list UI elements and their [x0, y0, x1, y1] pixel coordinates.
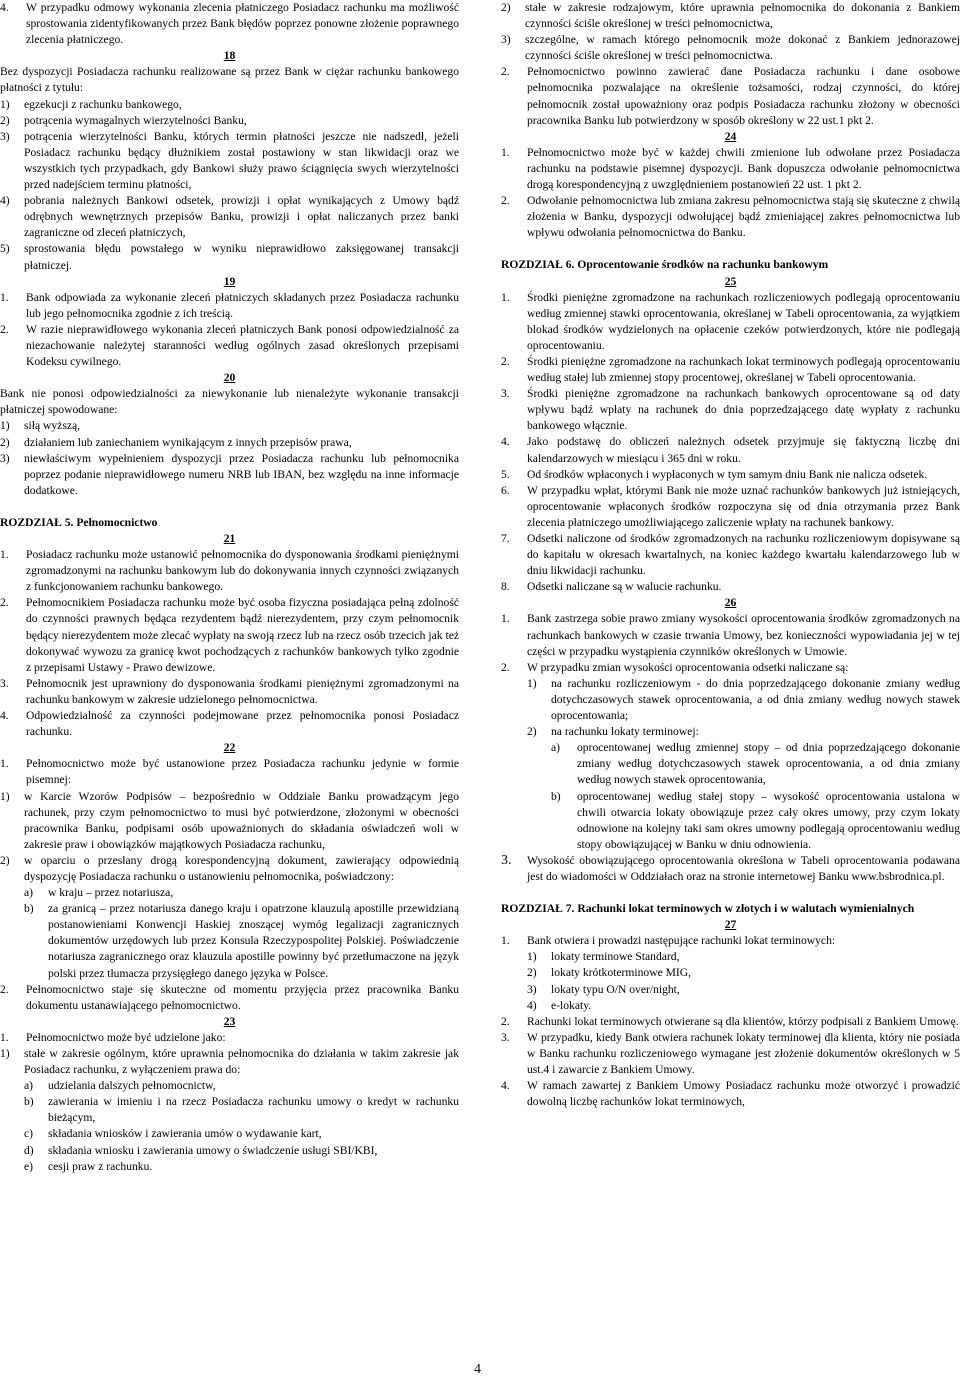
list-marker: 5)	[0, 242, 10, 256]
list-item	[0, 885, 459, 901]
list-marker: a)	[24, 886, 34, 900]
list-item	[0, 1143, 459, 1159]
list-item	[501, 483, 960, 531]
list-marker: 3.	[501, 1030, 510, 1044]
list-text: W ramach zawartej z Bankiem Umowy Posiadacz rachunku może otworzyć i prowadzić dowolną liczbę rachunków lokat terminowych,	[527, 1079, 960, 1109]
list-marker: 1.	[501, 612, 510, 626]
list-text: zawierania w imieniu i na rzecz Posiadacza rachunku umowy o kredyt w rachunku bieżącym,	[48, 1095, 459, 1125]
list-item	[501, 949, 960, 965]
list-marker: 1)	[0, 97, 10, 111]
list-marker: 2.	[501, 65, 510, 79]
list-text: składania wniosków i zawierania umów o wydawanie kart,	[48, 1127, 322, 1141]
list-text: siłą wyższą,	[24, 419, 81, 433]
list-text: na rachunku lokaty terminowej:	[551, 725, 699, 739]
list-item	[501, 579, 960, 595]
list-text: w Karcie Wzorów Podpisów – bezpośrednio w Oddziale Banku prowadzącym jego rachunek, przy czym pełnomocnictwo to musi być potwierdzone, złożonymi w obecności pracownika Banku, podpisami osób upoważnionych do składania oświadczeń woli w zakresie praw i obowiązków majątkowych Posiadacza rachunku,	[24, 789, 459, 851]
list-marker: 1.	[0, 548, 9, 562]
list-marker: 1.	[501, 290, 510, 304]
list-text: Pełnomocnictwo powinno zawierać dane Posiadacza rachunku i dane osobowe pełnomocnika pozwalające na określenie tożsamości, rodzaj czynności, do której pełnomocnik został upoważniony oraz podpis Posiadacza rachunku złożony w obecności pracownika Banku lub potwierdzony w sposób określony w 22 ust.1 pkt 2.	[527, 65, 960, 127]
list-text: w kraju – przez notariusza,	[48, 886, 174, 900]
list-marker: 4.	[501, 435, 510, 449]
section-number: 23	[223, 1014, 236, 1028]
right-column	[501, 0, 960, 1110]
list-text: stałe w zakresie rodzajowym, które uprawnia pełnomocnika do dokonania z Bankiem czynności ściśle określonej w treści pełnomocnictwa,	[525, 1, 960, 31]
list-marker: 1.	[501, 145, 510, 159]
section-number: 21	[223, 532, 236, 545]
list-text: W przypadku odmowy wykonania zlecenia płatniczego Posiadacz rachunku ma możliwość sprostowania zidentyfikowanych przez Bank błędów poprzez ponowne złożenie poprawnego zlecenia płatniczego.	[26, 1, 459, 47]
list-text: lokaty typu O/N over/night,	[551, 982, 680, 996]
list-text: Jako podstawę do obliczeń należnych odsetek przyjmuje się faktyczną liczbę dni kalendarzowych w miesiącu i 365 dni w roku.	[527, 435, 960, 465]
list-marker: 1.	[501, 934, 510, 948]
list-text: oprocentowanej według zmiennej stopy – od dnia poprzedzającego dokonanie zmiany według dotychczasowych stawek oprocentowania, a od dnia zmiany według nowych stawek oprocentowania,	[577, 741, 960, 787]
chapter-heading: ROZDZIAŁ 5. Pełnomocnictwo	[0, 515, 158, 529]
list-item	[501, 982, 960, 998]
list-marker: 2)	[501, 1, 511, 14]
list-marker: 2.	[0, 322, 9, 336]
list-item	[0, 756, 459, 788]
section-number: 24	[724, 129, 737, 143]
list-marker: 2)	[0, 853, 10, 867]
list-marker: 2.	[501, 660, 510, 674]
list-text: lokaty krótkoterminowe MIG,	[551, 966, 692, 980]
list-text: udzielania dalszych pełnomocnictw,	[48, 1079, 216, 1093]
list-marker: 4)	[0, 194, 10, 208]
section-number: 25	[724, 274, 737, 288]
list-item	[501, 467, 960, 483]
list-text: Pełnomocnictwo może być ustanowione przez Posiadacza rachunku jedynie w formie pisemnej:	[26, 757, 459, 787]
section-number: 27	[724, 918, 737, 932]
list-text: składania wniosku i zawierania umowy o świadczenie usługi SBI/KBI,	[48, 1143, 378, 1157]
list-item	[501, 434, 960, 466]
list-text: Odsetki naliczone od środków zgromadzonych na rachunku rozliczeniowym dopisywane są do kapitału w okresach kwartalnych, na koniec każdego kwartału kalendarzowego lub w dniu likwidacji rachunku.	[527, 532, 960, 578]
list-text: W przypadku, kiedy Bank otwiera rachunek lokaty terminowej dla klienta, który nie posiada w Banku rachunku rozliczeniowego wymagane jest złożenie dokumentów określonych w 5 ust.4 i zawarcie z Bankiem Umowy.	[527, 1030, 960, 1076]
list-item	[501, 1030, 960, 1078]
list-item	[501, 1078, 960, 1110]
list-marker: 8.	[501, 580, 510, 594]
list-marker: 1)	[0, 419, 10, 433]
list-marker: 3)	[0, 451, 10, 465]
list-marker: 2.	[501, 194, 510, 208]
list-item	[501, 290, 960, 354]
list-item	[501, 531, 960, 579]
list-marker: 4.	[0, 709, 9, 723]
list-text: Pełnomocnictwo może być w każdej chwili zmienione lub odwołane przez Posiadacza rachunku na podstawie pisemnej dyspozycji. Bank dopuszcza odwołanie pełnomocnictwa drogą korespondencyjną z uwzględnieniem postanowień 22 ust. 1 pkt 2.	[527, 145, 960, 192]
list-item	[0, 1030, 459, 1046]
list-text: lokaty terminowe Standard,	[551, 950, 680, 964]
paragraph: Bez dyspozycji Posiadacza rachunku realizowane są przez Bank w ciężar rachunku bankowego płatności z tytułu:	[0, 65, 459, 95]
list-item	[501, 145, 960, 193]
list-text: Pełnomocnikiem Posiadacza rachunku może być osoba fizyczna posiadająca pełną zdolność do czynności prawnych będąca rezydentem bądź nierezydentem, przy czym pełnomocnik będący nierezydentem może zlecać wypłaty na swoją rzecz lub na rzecz osób trzecich jak też dokonywać wywozu za granicę kwot pochodzących z rachunków bankowych tylko zgodnie z przepisami Ustawy - Prawo dewizowe.	[26, 596, 459, 674]
list-text: W razie nieprawidłowego wykonania zleceń płatniczych Bank ponosi odpowiedzialność za niezachowanie należytej staranności według ogólnych zasad określonych przepisami Kodeksu cywilnego.	[26, 322, 459, 369]
left-column	[0, 0, 459, 1175]
list-text: Środki pieniężne zgromadzone na rachunkach bankowych oprocentowane są od daty wpływu bądź wpłaty na rachunek do dnia poprzedzającego datę wypłaty z rachunku bankowego włącznie.	[527, 387, 960, 433]
list-item	[0, 1046, 459, 1078]
list-marker: 7.	[501, 532, 510, 545]
list-text: potrącenia wierzytelności Banku, których termin płatności jeszcze nie nadszedł, jeżeli Posiadacz rachunku będący dłużnikiem został postawiony w stan likwidacji oraz we wszystkich tych przypadkach, gdy Bankowi służy prawo ściągnięcia swych wierzytelności przed nadejściem terminu płatności,	[24, 129, 459, 192]
list-marker: 3)	[501, 33, 511, 47]
list-item	[0, 322, 459, 370]
list-item	[501, 676, 960, 724]
list-text: Odwołanie pełnomocnictwa lub zmiana zakresu pełnomocnictwa stają się skuteczne z chwilą złożenia w Banku, dyspozycji odwołującej bądź zmieniającej zakres pełnomocnictwa lub wpływu odwołania pełnomocnictwa do Banku.	[527, 194, 960, 240]
spacer	[501, 885, 960, 901]
list-item	[0, 901, 459, 981]
list-text: Bank otwiera i prowadzi następujące rachunki lokat terminowych:	[527, 934, 836, 948]
section-number: 19	[223, 274, 236, 288]
chapter-heading: ROZDZIAŁ 7. Rachunki lokat terminowych w złotych i w walutach wymienialnych	[501, 902, 915, 916]
list-item	[0, 982, 459, 1014]
list-text: oprocentowanej według stałej stopy – wysokość oprocentowania ustalona w chwili otwarcia lokaty obowiązuje przez cały okres umowy, przy czym lokaty odnowione na kolejny taki sam okres umowny podlegają oprocentowaniu według stopy obowiązującej w Banku w dniu odnowienia.	[577, 789, 960, 851]
list-marker: 1.	[0, 1030, 9, 1044]
list-text: za granicą – przez notariusza danego kraju i opatrzone klauzulą apostille przewidzianą postanowieniami Konwencji Haskiej znoszącej wymóg legalizacji zagranicznych dokumentów urzędowych lub przez Konsula Rzeczypospolitej Polskiej. Poświadczenie notariusza zagranicznego oraz klauzula apostille powinny być przetłumaczone na język polski przez tłumacza przysięgłego danego języka w Polsce.	[48, 902, 459, 980]
list-text: Wysokość obowiązującego oprocentowania określona w Tabeli oprocentowania podawana jest do wiadomości w Oddziałach oraz na stronie internetowej Banku www.bsbrodnica.pl.	[527, 853, 960, 883]
list-text: szczególne, w ramach którego pełnomocnik może dokonać z Bankiem jednorazowej czynności ściśle określonej w treści pełnomocnictwa.	[525, 33, 960, 63]
list-item	[0, 241, 459, 273]
list-item	[0, 547, 459, 595]
list-item	[0, 113, 459, 129]
list-marker: 1.	[0, 757, 9, 771]
list-item	[0, 1094, 459, 1126]
list-text: na rachunku rozliczeniowym - do dnia poprzedzającego dokonanie zmiany według dotychczasowych stawek oprocentowania, a od dnia zmiany według nowych stawek oprocentowania;	[551, 676, 960, 723]
list-item	[0, 853, 459, 885]
list-marker: 3.	[501, 852, 512, 868]
list-item	[0, 418, 459, 434]
list-marker: 4)	[527, 998, 537, 1012]
list-text: Rachunki lokat terminowych otwierane są dla klientów, którzy podpisali z Bankiem Umowę.	[527, 1014, 959, 1028]
list-item	[0, 451, 459, 499]
list-item	[0, 97, 459, 113]
list-text: egzekucji z rachunku bankowego,	[24, 97, 182, 111]
list-item	[501, 0, 960, 32]
list-marker: 2.	[0, 596, 9, 610]
list-marker: b)	[551, 789, 561, 803]
list-item	[501, 611, 960, 659]
list-marker: e)	[24, 1159, 34, 1173]
list-item	[0, 290, 459, 322]
list-item	[501, 965, 960, 981]
list-marker: 1)	[527, 676, 537, 690]
list-text: sprostowania błędu powstałego w wyniku nieprawidłowo zaksięgowanej transakcji płatniczej.	[24, 242, 459, 272]
list-item	[501, 386, 960, 434]
section-number: 20	[223, 371, 236, 385]
list-marker: 1)	[0, 789, 10, 803]
list-marker: 4.	[0, 1, 9, 14]
list-item	[0, 708, 459, 740]
list-item	[501, 193, 960, 241]
list-item	[501, 660, 960, 676]
list-item	[0, 193, 459, 241]
list-item	[501, 354, 960, 386]
list-item	[0, 0, 459, 48]
list-item	[0, 129, 459, 193]
section-number: 22	[223, 741, 236, 755]
list-item	[501, 724, 960, 740]
list-item	[501, 998, 960, 1014]
list-text: Odsetki naliczane są w walucie rachunku.	[527, 580, 722, 594]
list-item	[501, 740, 960, 788]
list-text: W przypadku wpłat, którymi Bank nie może uznać rachunków bankowych już istniejących, oprocentowanie wpłaconych środków rozpoczyna się od dnia otrzymania przez Bank zlecenia płatniczego umożliwiającego zaliczenie wpłaty na rachunek bankowy.	[527, 483, 960, 529]
list-marker: b)	[24, 902, 34, 916]
list-marker: a)	[551, 741, 561, 755]
list-item	[0, 435, 459, 451]
list-marker: 1)	[527, 950, 537, 964]
list-text: Bank zastrzega sobie prawo zmiany wysokości oprocentowania środków zgromadzonych na rachunkach bankowych w czasie trwania Umowy, bez konieczności wypowiadania jej w tej części w przypadku wystąpienia czynników określonych w Umowie.	[527, 612, 960, 658]
list-text: Od środków wpłaconych i wypłaconych w tym samym dniu Bank nie nalicza odsetek.	[527, 467, 928, 481]
list-marker: 1)	[0, 1047, 10, 1060]
list-marker: 3)	[0, 129, 10, 143]
list-marker: 3.	[0, 676, 9, 690]
list-marker: 2.	[501, 354, 510, 368]
spacer	[501, 241, 960, 257]
list-text: Pełnomocnictwo może być udzielone jako:	[26, 1030, 226, 1044]
list-text: Bank odpowiada za wykonanie zleceń płatniczych składanych przez Posiadacza rachunku lub jego pełnomocnika zgodnie z ich treścią.	[26, 290, 459, 320]
section-number: 26	[724, 596, 737, 610]
list-text: niewłaściwym wypełnieniem dyspozycji przez Posiadacza rachunku lub pełnomocnika poprzez podanie nieprawidłowego numeru NRB lub IBAN, bez względu na inne informacje dodatkowe.	[24, 451, 459, 497]
chapter-heading: ROZDZIAŁ 6. Oprocentowanie środków na rachunku bankowym	[501, 258, 829, 272]
list-marker: 4.	[501, 1079, 510, 1093]
page-number: 4	[474, 1362, 481, 1377]
list-marker: 2)	[527, 725, 537, 739]
list-text: w oparciu o przesłany drogą korespondencyjną dokument, zawierający odpowiednią dyspozycję Posiadacza rachunku o ustanowieniu pełnomocnika, poświadczony:	[24, 853, 459, 883]
list-marker: 2.	[501, 1014, 510, 1028]
list-item	[0, 789, 459, 853]
list-text: cesji praw z rachunku.	[48, 1159, 153, 1173]
list-item	[501, 64, 960, 128]
list-marker: 5.	[501, 467, 510, 481]
list-item	[501, 853, 960, 885]
list-item	[0, 1078, 459, 1094]
list-marker: b)	[24, 1095, 34, 1109]
list-marker: 1.	[0, 290, 9, 304]
list-marker: 3)	[527, 982, 537, 996]
list-marker: a)	[24, 1079, 34, 1093]
list-item	[0, 1159, 459, 1175]
list-text: Odpowiedzialność za czynności podejmowane przez pełnomocnika ponosi Posiadacz rachunku.	[26, 709, 459, 739]
section-number: 18	[223, 49, 236, 63]
list-text: Środki pieniężne zgromadzone na rachunkach lokat terminowych podlegają oprocentowaniu według stałej lub zmiennej stopy procentowej, określanej w Tabeli oprocentowania.	[527, 354, 960, 385]
list-marker: 2)	[527, 966, 537, 980]
list-marker: d)	[24, 1143, 34, 1157]
list-text: Pełnomocnik jest uprawniony do dysponowania środkami pieniężnymi zgromadzonymi na rachunku bankowym w zakresie udzielonego pełnomocnictwa.	[26, 676, 459, 706]
list-item	[0, 1126, 459, 1142]
list-item	[501, 1014, 960, 1030]
list-marker: 2)	[0, 435, 10, 449]
list-item	[501, 32, 960, 64]
list-item	[501, 933, 960, 949]
list-text: W przypadku zmian wysokości oprocentowania odsetki naliczane są:	[527, 660, 849, 674]
list-text: e-lokaty.	[551, 998, 592, 1012]
list-marker: 2.	[0, 982, 9, 996]
list-item	[0, 595, 459, 675]
list-text: pobrania należnych Bankowi odsetek, prowizji i opłat wynikających z Umowy bądź odrębnych wewnętrznych przepisów Banku, prowizji i opłat naliczanych przez banki zagraniczne od zleceń płatniczych,	[24, 194, 459, 240]
list-marker: 2)	[0, 113, 10, 127]
list-text: działaniem lub zaniechaniem wynikającym z innych przepisów prawa,	[24, 435, 352, 449]
paragraph: Bank nie ponosi odpowiedzialności za niewykonanie lub nienależyte wykonanie transakcji płatniczej spowodowane:	[0, 387, 459, 417]
list-text: stałe w zakresie ogólnym, które uprawnia pełnomocnika do działania w takim zakresie jak Posiadacz rachunku, z wyłączeniem prawa do:	[24, 1047, 459, 1077]
spacer	[0, 499, 459, 515]
list-text: Pełnomocnictwo staje się skuteczne od momentu przyjęcia przez pracownika Banku dokumentu ustanawiającego pełnomocnictwo.	[26, 982, 459, 1012]
list-text: potrącenia wymagalnych wierzytelności Banku,	[24, 113, 247, 127]
list-text: Środki pieniężne zgromadzone na rachunkach rozliczeniowych podlegają oprocentowaniu według zmiennej stawki oprocentowania, określanej w Tabeli oprocentowania, za wyjątkiem blokad środków wydzielonych na opłacenie czeków potwierdzonych, które nie podlegają oprocentowaniu.	[527, 290, 960, 352]
list-marker: 3.	[501, 387, 510, 401]
list-marker: 6.	[501, 483, 510, 497]
list-marker: c)	[24, 1127, 34, 1141]
list-item	[501, 789, 960, 853]
list-text: Posiadacz rachunku może ustanowić pełnomocnika do dysponowania środkami pieniężnymi zgromadzonymi na rachunku bankowym lub do dokonywania innych czynności związanych z funkcjonowaniem rachunku bankowego.	[26, 548, 459, 594]
list-item	[0, 676, 459, 708]
